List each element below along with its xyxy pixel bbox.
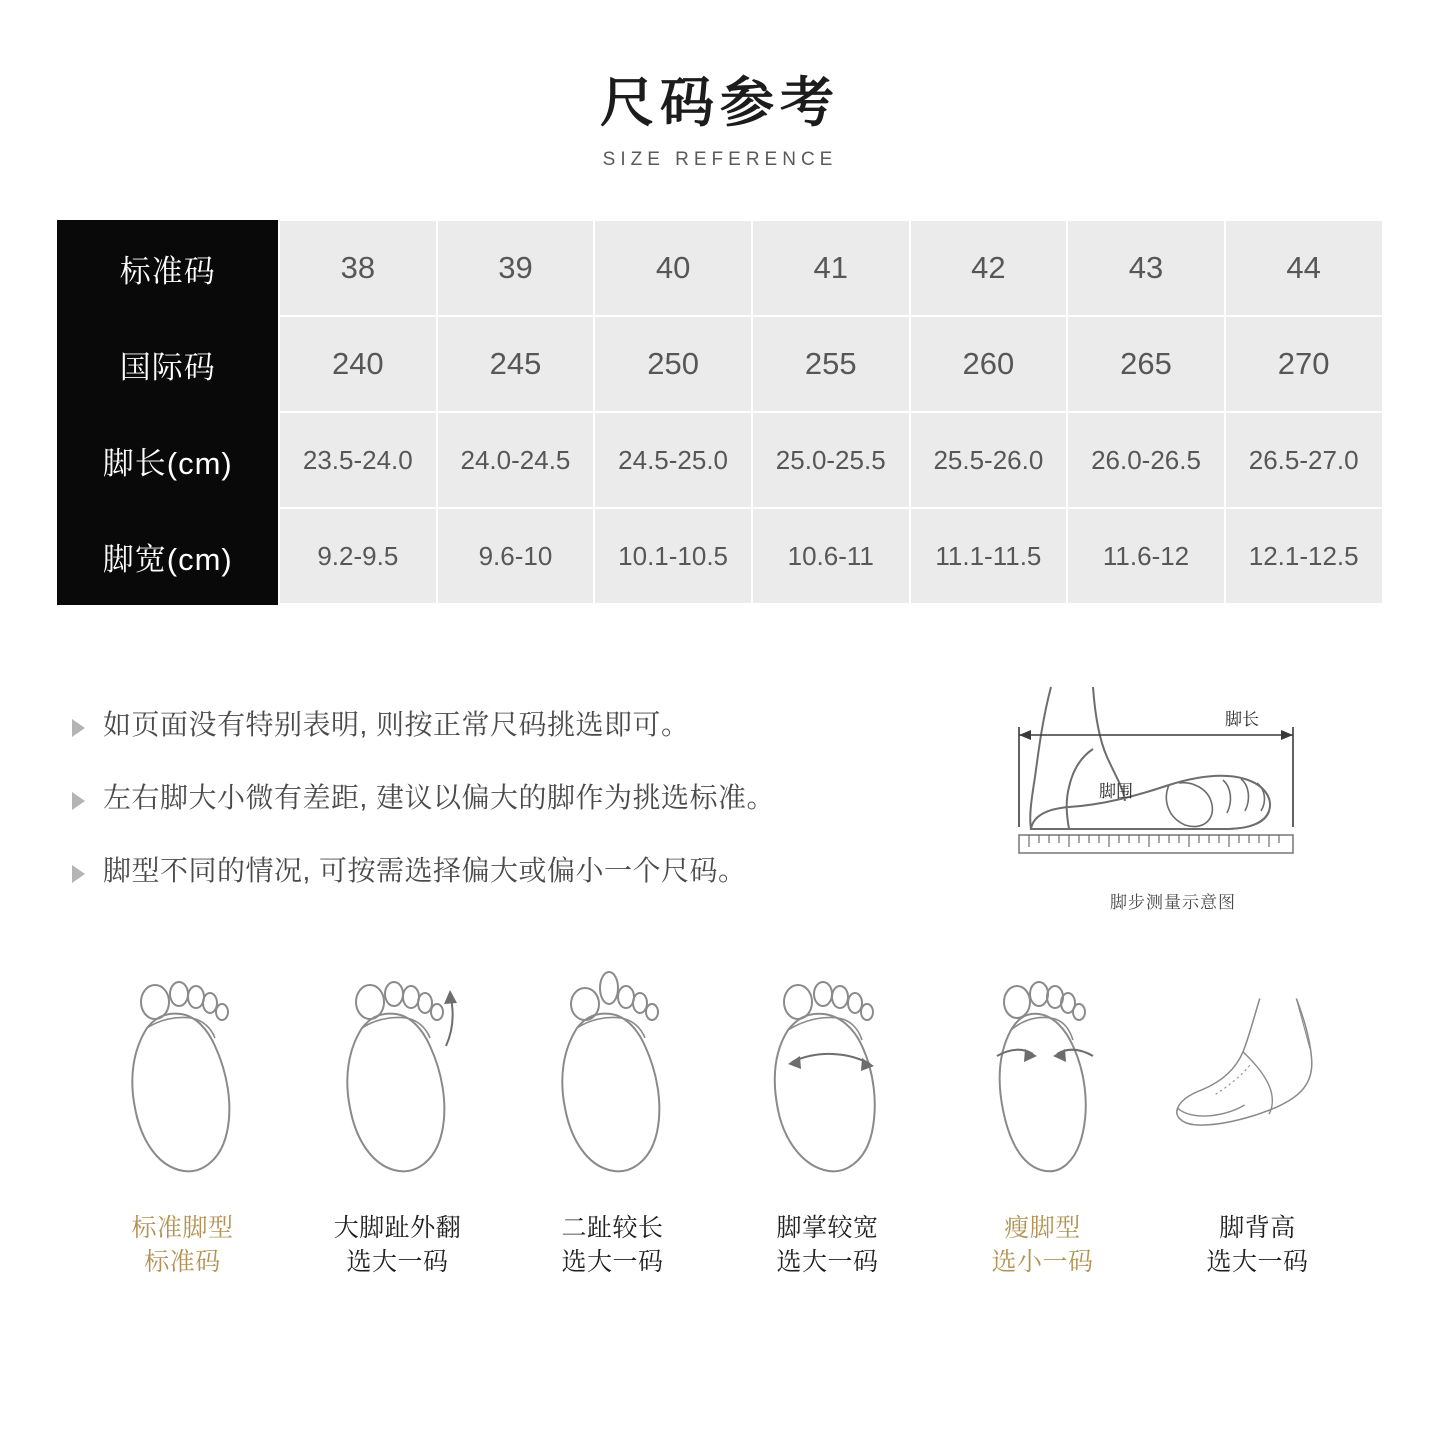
- row-header-foot-width: 脚宽(cm): [57, 508, 279, 604]
- foot-type-advice: 选大一码: [561, 1247, 664, 1276]
- table-cell: 11.6-12: [1067, 508, 1225, 604]
- page-subtitle: SIZE REFERENCE: [602, 149, 838, 171]
- table-cell: 24.0-24.5: [437, 412, 595, 508]
- table-row: [57, 412, 1383, 508]
- foot-type-advice: 选大一码: [776, 1247, 879, 1276]
- size-table: [57, 219, 1384, 605]
- foot-type-advice: 选大一码: [346, 1247, 449, 1276]
- table-cell: 9.6-10: [437, 508, 595, 604]
- list-item: [72, 705, 972, 746]
- triangle-bullet-icon: [72, 719, 85, 737]
- list-item: [72, 851, 972, 892]
- note-text: 脚型不同的情况, 可按需选择偏大或偏小一个尺码。: [103, 854, 747, 886]
- foot-type-labels: [310, 1212, 485, 1280]
- table-cell: 245: [437, 316, 595, 412]
- table-cell: 270: [1225, 316, 1383, 412]
- table-row: [57, 508, 1383, 604]
- table-cell: 10.1-10.5: [594, 508, 752, 604]
- table-cell: 40: [594, 220, 752, 316]
- table-cell: 25.5-26.0: [910, 412, 1068, 508]
- row-header-international-size: 国际码: [57, 316, 279, 412]
- triangle-bullet-icon: [72, 792, 85, 810]
- note-text: 如页面没有特别表明, 则按正常尺码挑选即可。: [103, 709, 690, 741]
- notes-list: [72, 677, 972, 923]
- note-text: 左右脚大小微有差距, 建议以偏大的脚作为挑选标准。: [103, 781, 776, 813]
- foot-type-name: 大脚趾外翻: [333, 1214, 462, 1243]
- table-row: [57, 316, 1383, 412]
- foot-type-advice: 标准码: [144, 1247, 221, 1276]
- foot-type-advice: 选小一码: [991, 1247, 1094, 1276]
- foot-type-list: [0, 945, 1440, 1280]
- table-cell: 43: [1067, 220, 1225, 316]
- foot-type-name: 瘦脚型: [1004, 1214, 1081, 1243]
- triangle-bullet-icon: [72, 865, 85, 883]
- table-cell: 255: [752, 316, 910, 412]
- foot-type-labels: [95, 1212, 270, 1280]
- foot-type-labels: [1170, 1212, 1345, 1280]
- table-cell: 250: [594, 316, 752, 412]
- footprint-bunion-icon: [310, 945, 485, 1190]
- table-cell: 38: [279, 220, 437, 316]
- foot-type-long-second-toe: [525, 945, 700, 1280]
- foot-type-standard: [95, 945, 270, 1280]
- foot-type-wide-forefoot: [740, 945, 915, 1280]
- foot-length-label: 脚长: [1225, 710, 1259, 730]
- list-item: [72, 778, 972, 819]
- table-cell: 260: [910, 316, 1068, 412]
- foot-high-instep-icon: [1170, 945, 1345, 1190]
- diagram-caption: 脚步测量示意图: [1110, 893, 1236, 913]
- notes-and-diagram: [0, 677, 1440, 923]
- footprint-standard-icon: [95, 945, 270, 1190]
- table-cell: 41: [752, 220, 910, 316]
- size-table-container: [57, 219, 1384, 605]
- table-cell: 42: [910, 220, 1068, 316]
- table-cell: 265: [1067, 316, 1225, 412]
- table-cell: 23.5-24.0: [279, 412, 437, 508]
- foot-type-labels: [525, 1212, 700, 1280]
- foot-type-narrow: [955, 945, 1130, 1280]
- footprint-long-second-toe-icon: [525, 945, 700, 1190]
- footprint-narrow-icon: [955, 945, 1130, 1190]
- table-cell: 10.6-11: [752, 508, 910, 604]
- foot-type-labels: [955, 1212, 1130, 1280]
- table-cell: 39: [437, 220, 595, 316]
- row-header-standard-size: 标准码: [57, 220, 279, 316]
- foot-type-name: 标准脚型: [131, 1214, 234, 1243]
- foot-girth-label: 脚围: [1099, 782, 1133, 802]
- table-cell: 11.1-11.5: [910, 508, 1068, 604]
- foot-measure-icon: [973, 677, 1373, 877]
- foot-type-name: 脚掌较宽: [776, 1214, 879, 1243]
- foot-type-high-instep: [1170, 945, 1345, 1280]
- table-cell: 25.0-25.5: [752, 412, 910, 508]
- table-cell: 240: [279, 316, 437, 412]
- foot-measurement-diagram: [972, 677, 1374, 913]
- foot-type-advice: 选大一码: [1206, 1247, 1309, 1276]
- foot-type-name: 二趾较长: [561, 1214, 664, 1243]
- table-row: [57, 220, 1383, 316]
- row-header-foot-length: 脚长(cm): [57, 412, 279, 508]
- table-cell: 12.1-12.5: [1225, 508, 1383, 604]
- footprint-wide-forefoot-icon: [740, 945, 915, 1190]
- foot-type-name: 脚背高: [1219, 1214, 1296, 1243]
- table-cell: 44: [1225, 220, 1383, 316]
- page-header: [0, 0, 1440, 171]
- table-cell: 9.2-9.5: [279, 508, 437, 604]
- foot-type-labels: [740, 1212, 915, 1280]
- page-title: 尺码参考: [600, 73, 840, 133]
- table-cell: 24.5-25.0: [594, 412, 752, 508]
- foot-type-bunion: [310, 945, 485, 1280]
- table-cell: 26.5-27.0: [1225, 412, 1383, 508]
- table-cell: 26.0-26.5: [1067, 412, 1225, 508]
